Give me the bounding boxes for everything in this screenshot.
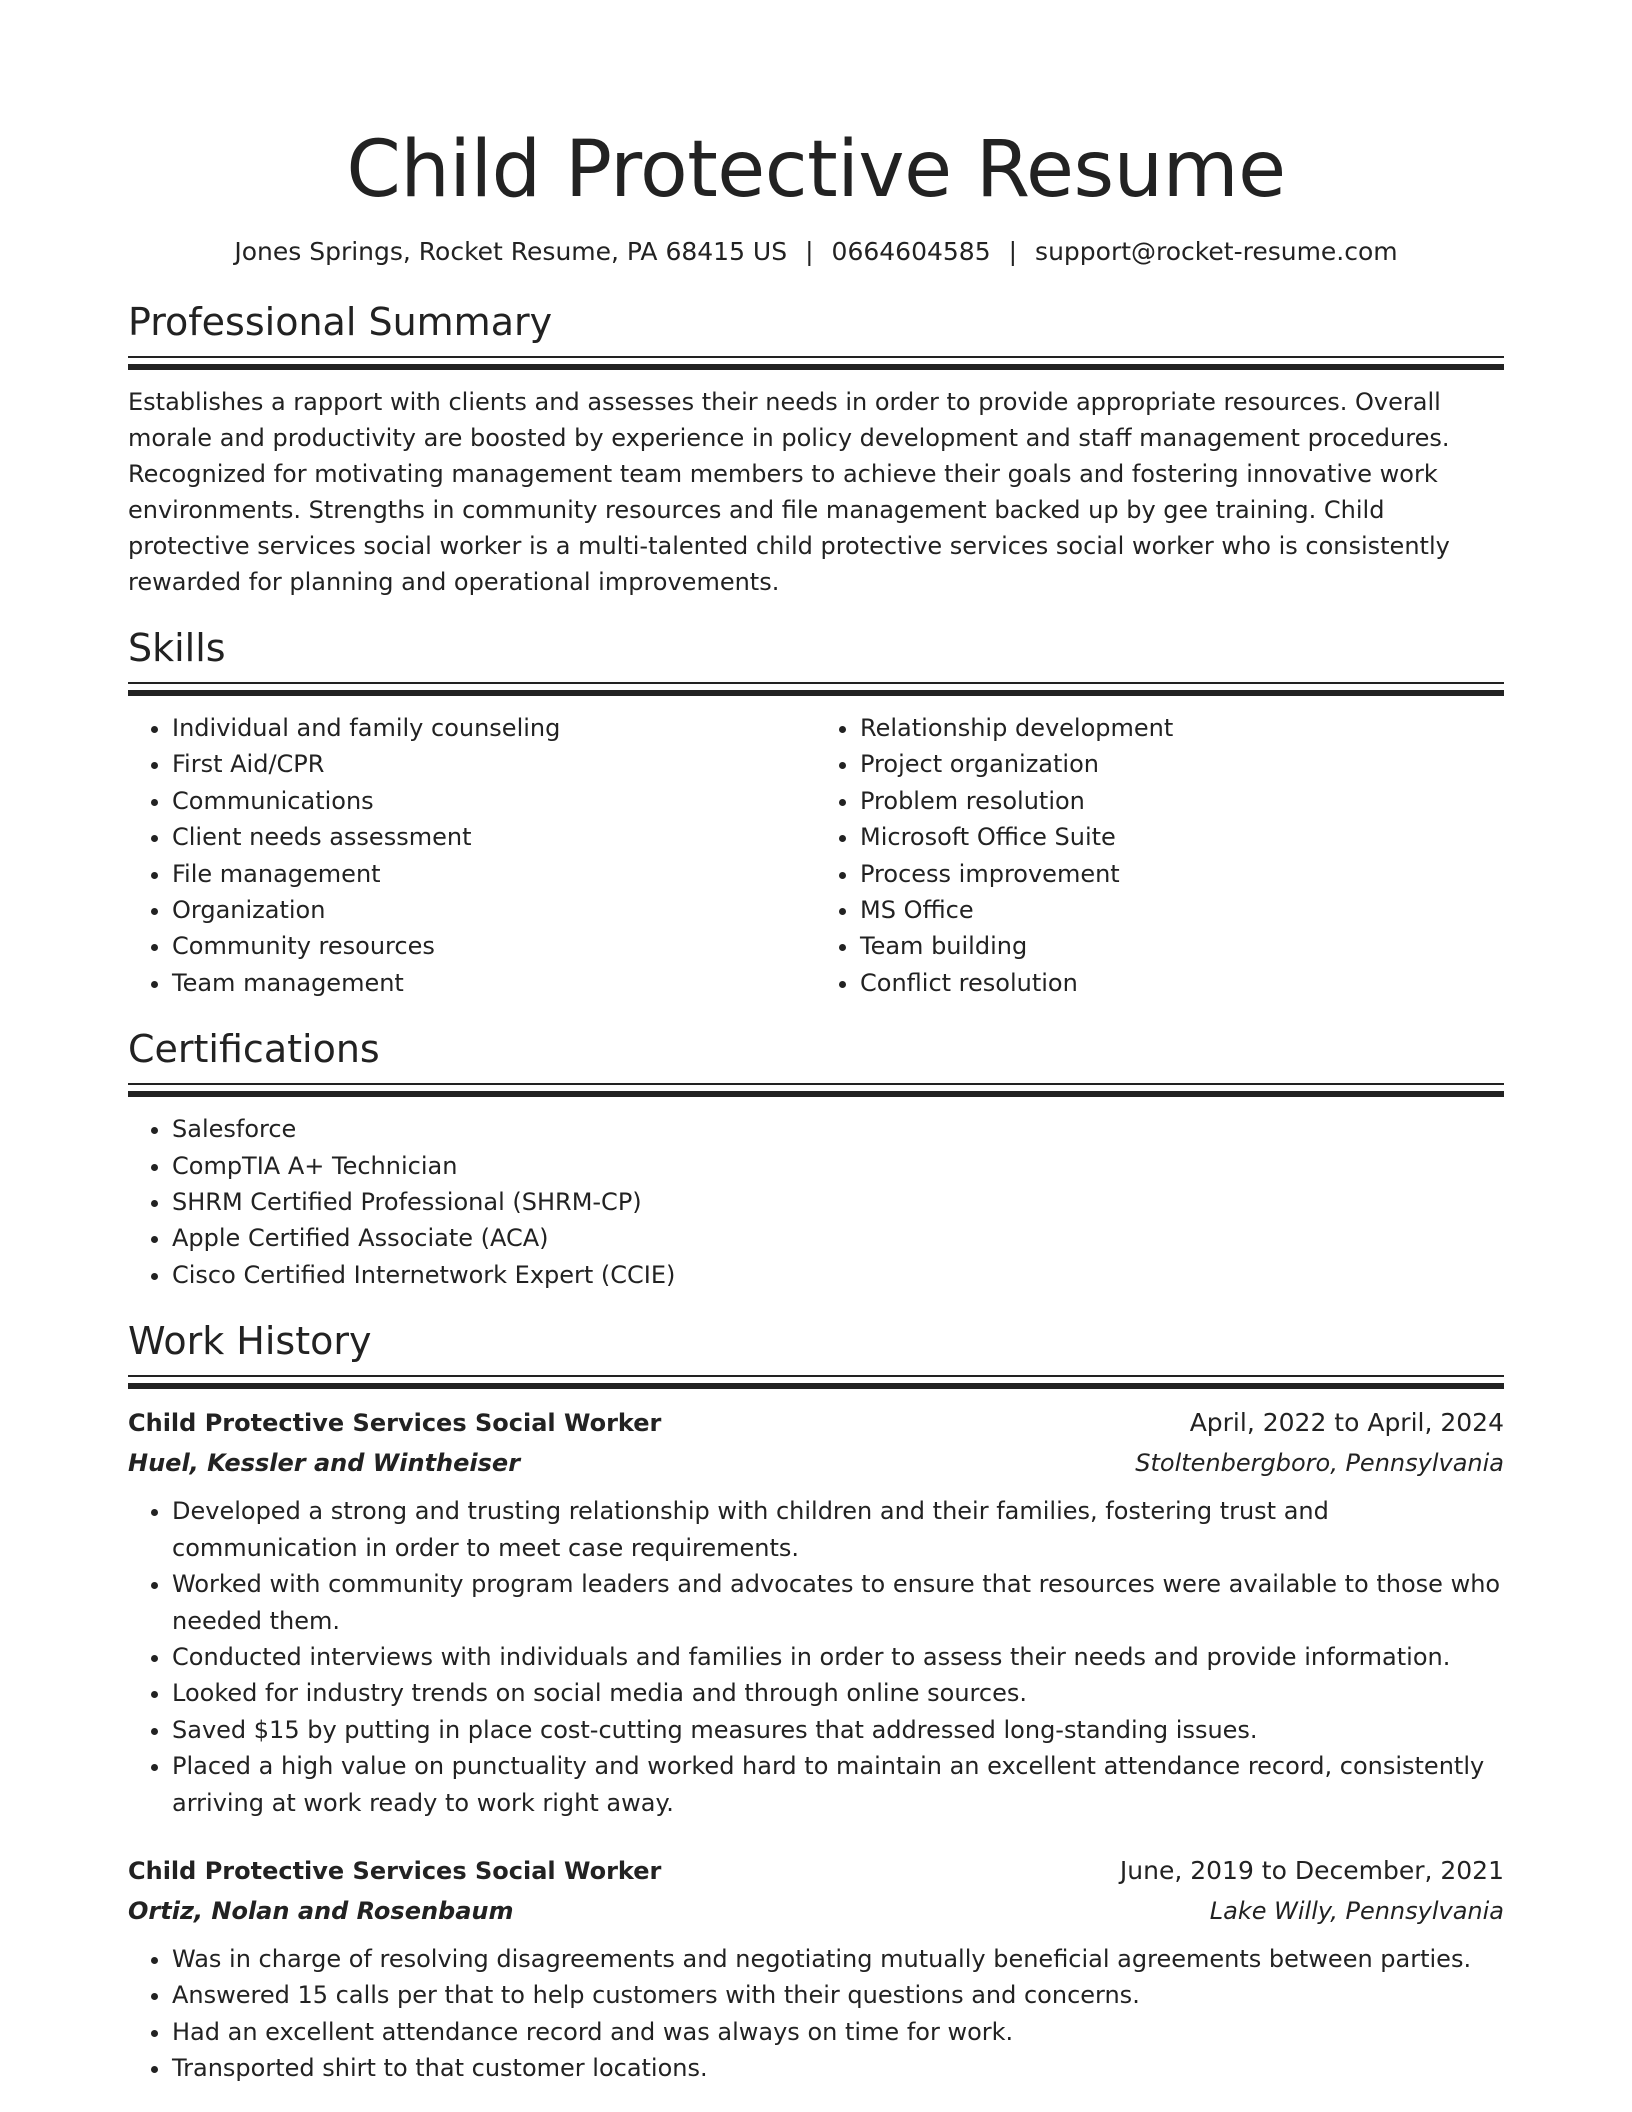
skill-item: • Microsoft Office Suite — [860, 819, 1504, 855]
skill-item: • Team management — [172, 965, 816, 1001]
skill-item: • Organization — [172, 892, 816, 928]
job-entry — [128, 1403, 1504, 1821]
job-company: Ortiz, Nolan and Rosenbaum — [128, 1896, 514, 1925]
section-divider-thick — [128, 1383, 1504, 1389]
contact-address: Jones Springs, Rocket Resume, PA 68415 US — [234, 237, 788, 266]
job-header-row — [128, 1403, 1504, 1443]
job-entry — [128, 1851, 1504, 2087]
job-dates: April, 2022 to April, 2024 — [1189, 1408, 1504, 1438]
job-company: Huel, Kessler and Wintheiser — [128, 1449, 521, 1478]
section-divider — [128, 1083, 1504, 1085]
job-header-row — [128, 1851, 1504, 1891]
skills-columns — [128, 710, 1504, 1001]
job-bullet: • Had an excellent attendance record and was always on time for work. — [172, 2014, 1504, 2050]
job-location: Lake Willy, Pennsylvania — [1209, 1896, 1504, 1925]
section-divider — [128, 356, 1504, 358]
skill-item: • Relationship development — [860, 710, 1504, 746]
skills-section — [128, 624, 1504, 1001]
contact-email: support@rocket-resume.com — [1035, 237, 1398, 266]
skill-item: • Client needs assessment — [172, 819, 816, 855]
certification-item: • Apple Certified Associate (ACA) — [172, 1220, 1504, 1256]
certifications-heading: Certifications — [128, 1027, 380, 1072]
job-company-row — [128, 1443, 1504, 1483]
job-bullet: • Conducted interviews with individuals and families in order to assess their needs and provide information. — [172, 1639, 1504, 1675]
certifications-section — [128, 1025, 1504, 1293]
job-company-row — [128, 1891, 1504, 1931]
job-bullet: • Saved $15 by putting in place cost-cutting measures that addressed long-standing issues. — [172, 1712, 1504, 1748]
job-bullets — [128, 1941, 1504, 2087]
contact-separator: | — [1008, 237, 1018, 266]
job-title: Child Protective Services Social Worker — [128, 1409, 662, 1438]
certification-item: • Cisco Certified Internetwork Expert (CCIE) — [172, 1257, 1504, 1293]
skill-item: • Individual and family counseling — [172, 710, 816, 746]
job-bullet: • Developed a strong and trusting relationship with children and their families, fostering trust and communication in order to meet case requirements. — [172, 1493, 1504, 1566]
certification-item: • SHRM Certified Professional (SHRM-CP) — [172, 1184, 1504, 1220]
skill-item: • Project organization — [860, 746, 1504, 782]
certification-item: • Salesforce — [172, 1111, 1504, 1147]
summary-heading: Professional Summary — [128, 300, 553, 344]
skill-item: • First Aid/CPR — [172, 746, 816, 782]
contact-separator: | — [805, 237, 814, 266]
job-bullet: • Looked for industry trends on social media and through online sources. — [172, 1675, 1504, 1711]
skill-item: • Process improvement — [860, 856, 1504, 892]
job-title: Child Protective Services Social Worker — [128, 1856, 662, 1885]
job-bullet: • Transported shirt to that customer locations. — [172, 2050, 1504, 2086]
contact-phone: 0664604585 — [831, 237, 991, 266]
work-history-heading: Work History — [128, 1319, 372, 1364]
job-bullet: • Answered 15 calls per that to help customers with their questions and concerns. — [172, 1977, 1504, 2013]
work-history-section — [128, 1317, 1504, 2086]
contact-line — [128, 236, 1504, 268]
section-divider-thick — [128, 690, 1504, 696]
job-location: Stoltenbergboro, Pennsylvania — [1135, 1449, 1504, 1478]
job-bullet: • Was in charge of resolving disagreements and negotiating mutually beneficial agreements between parties. — [172, 1941, 1504, 1977]
skill-item: • Problem resolution — [860, 783, 1504, 819]
section-divider-thick — [128, 364, 1504, 370]
section-divider — [128, 682, 1504, 684]
section-divider-thick — [128, 1091, 1504, 1097]
section-divider — [128, 1375, 1504, 1377]
skill-item: • Team building — [860, 928, 1504, 964]
certification-item: • CompTIA A+ Technician — [172, 1148, 1504, 1184]
skill-item: • File management — [172, 856, 816, 892]
skills-list-right — [816, 710, 1504, 1001]
summary-text: Establishes a rapport with clients and assesses their needs in order to provide appropriate resources. Overall morale and productivity are boosted by experience in policy development and staff management procedures. Recognized for motivating management team members to achieve their goals and fostering innovative work environments. Strengths in community resources and file management backed up by gee training. Child protective services social worker is a multi-talented child protective services social worker who is consistently rewarded for planning and operational improvements. — [128, 388, 1450, 596]
skill-item: • Community resources — [172, 928, 816, 964]
job-bullet: • Placed a high value on punctuality and worked hard to maintain an excellent attendance record, consistently arriving at work ready to work right away. — [172, 1748, 1504, 1821]
skills-heading: Skills — [128, 626, 226, 670]
job-bullet: • Worked with community program leaders and advocates to ensure that resources were available to those who needed them. — [172, 1566, 1504, 1639]
resume-title: Child Protective Resume — [346, 125, 1286, 215]
skill-item: • Conflict resolution — [860, 965, 1504, 1001]
certifications-list — [128, 1111, 1504, 1293]
job-dates: June, 2019 to December, 2021 — [1119, 1855, 1504, 1885]
summary-section — [128, 298, 1504, 600]
skill-item: • MS Office — [860, 892, 1504, 928]
skills-list-left — [128, 710, 816, 1001]
skill-item: • Communications — [172, 783, 816, 819]
job-bullets — [128, 1493, 1504, 1821]
